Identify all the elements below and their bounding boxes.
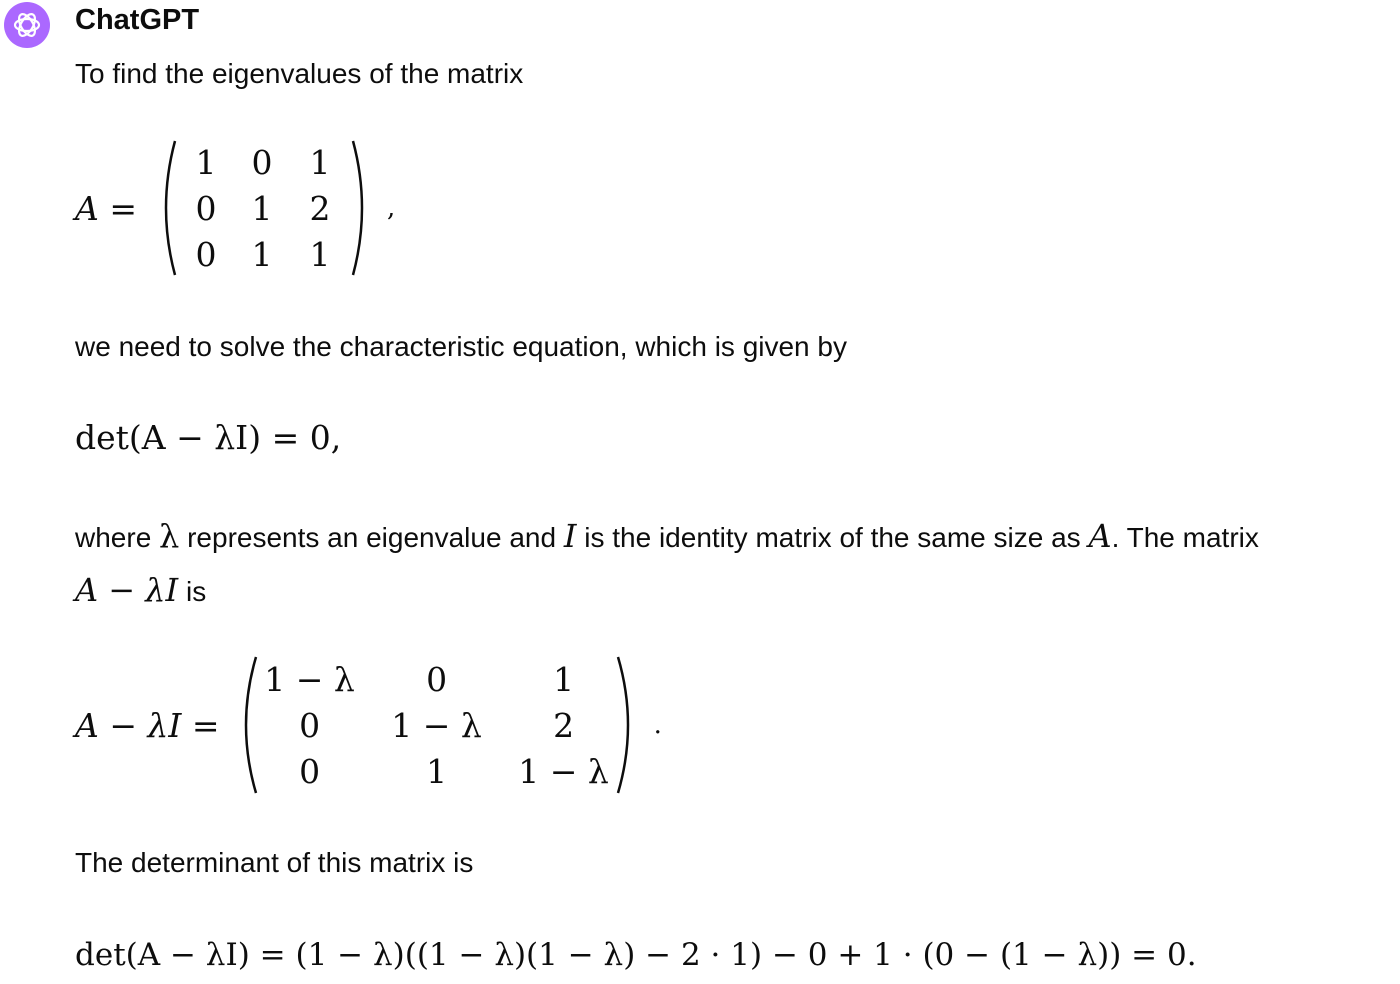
- paragraph-characteristic: we need to solve the characteristic equation, which is given by: [75, 331, 847, 362]
- matrix-cell: 2: [309, 188, 331, 228]
- right-paren-icon: [614, 654, 640, 796]
- matrix-cell: 0: [299, 751, 321, 791]
- matrix-cell: 0: [426, 659, 448, 699]
- matrix-cell: 1: [309, 142, 331, 182]
- matrix-cell: 1: [309, 234, 331, 274]
- matrix-cell: 1 − λ: [518, 751, 609, 791]
- equation-lhs: A =: [75, 188, 137, 228]
- matrix-cell: 2: [553, 705, 575, 745]
- equation-punct: ,: [386, 193, 396, 223]
- matrix-cell: 1 − λ: [264, 659, 355, 699]
- equation-characteristic: det(A − λI) = 0,: [75, 418, 342, 457]
- left-paren-icon: [234, 654, 260, 796]
- paragraph-determinant: The determinant of this matrix is: [75, 847, 474, 878]
- matrix-cell: 1: [426, 751, 448, 791]
- paragraph-where-cont: [75, 573, 206, 609]
- text-run: is the identity matrix of the same size as: [576, 522, 1089, 553]
- matrix-cell: 1: [251, 234, 273, 274]
- expression-a-minus-lambda-i: A − λI: [75, 571, 179, 609]
- equation-matrix-a: [75, 138, 395, 278]
- matrix-symbol: A: [1088, 517, 1112, 555]
- text-run: represents an eigenvalue and: [179, 522, 564, 553]
- text-run: . The matrix: [1111, 522, 1259, 553]
- left-paren-icon: [155, 138, 179, 278]
- equation-matrix-a-minus-lambda-i: [75, 654, 662, 796]
- equation-determinant: det(A − λI) = (1 − λ)((1 − λ)(1 − λ) − 2 · 1) − 0 + 1 · (0 − (1 − λ)) = 0.: [75, 937, 1197, 973]
- matrix-cell: 1: [195, 142, 217, 182]
- matrix-cell: 1 − λ: [391, 705, 482, 745]
- matrix-cell: 0: [195, 234, 217, 274]
- paragraph-intro: To find the eigenvalues of the matrix: [75, 58, 524, 89]
- matrix-cell: 0: [251, 142, 273, 182]
- matrix-a-minus-lambda-i-entries: [260, 656, 614, 794]
- openai-logo-icon: [11, 9, 43, 41]
- equation-lhs: A − λI =: [75, 705, 220, 745]
- matrix-cell: 1: [251, 188, 273, 228]
- right-paren-icon: [349, 138, 373, 278]
- author-name: ChatGPT: [75, 4, 200, 36]
- text-run: where: [75, 522, 160, 553]
- matrix-cell: 0: [195, 188, 217, 228]
- equation-punct: .: [653, 710, 662, 740]
- text-run: is: [178, 576, 207, 607]
- assistant-avatar: [4, 2, 50, 48]
- matrix-cell: 0: [299, 705, 321, 745]
- paragraph-where: [75, 519, 1259, 555]
- lambda-symbol: λ: [159, 517, 180, 555]
- matrix-a-entries: [179, 139, 349, 277]
- matrix-cell: 1: [553, 659, 575, 699]
- identity-symbol: I: [563, 517, 577, 555]
